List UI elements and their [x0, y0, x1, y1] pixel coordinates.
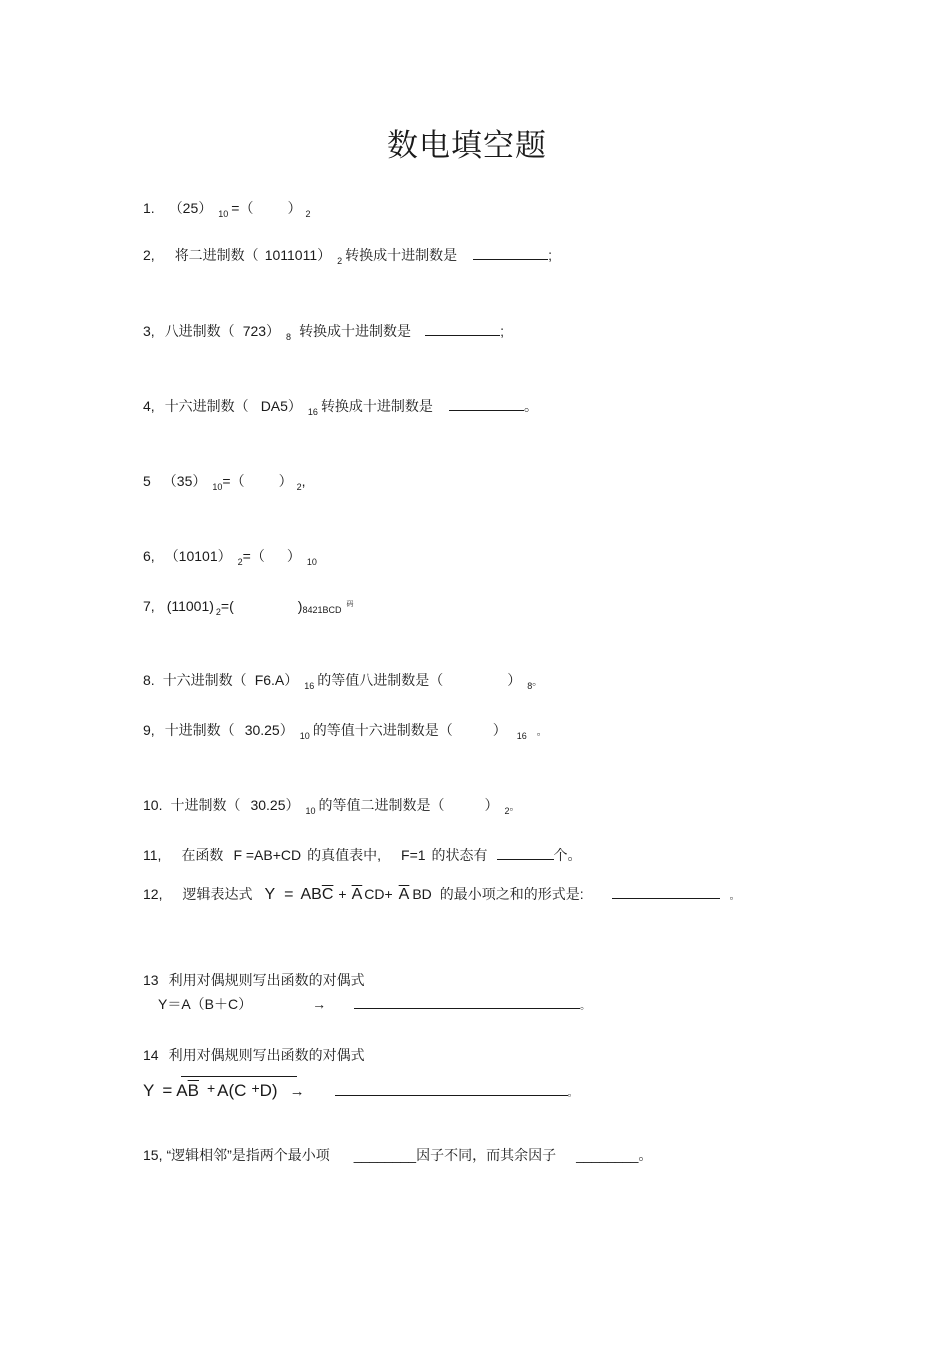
question-3 [143, 321, 504, 343]
q-text: 30.25） [244, 722, 294, 738]
q-text: 在函数 [181, 847, 224, 863]
question-4 [143, 396, 538, 418]
q-number: 9, [143, 722, 155, 738]
q-text: 十六进制数（ [164, 398, 249, 414]
question-5 [143, 471, 305, 493]
subscript: 16 [516, 731, 527, 741]
q-text: ; [500, 323, 504, 339]
subscript: 8 [527, 681, 533, 691]
answer-blank[interactable]: ________ [576, 1147, 639, 1163]
math-term-negated: $\overline{A}$ [351, 886, 363, 903]
q-text: 。 [729, 891, 740, 902]
q-number: 2, [143, 247, 155, 263]
math-symbol: Y [143, 1081, 155, 1100]
q-text: 十进制数（ [164, 722, 235, 738]
subscript: 2 [504, 806, 510, 816]
q-text: 八进制数（ [164, 323, 235, 339]
q-text: （35） [162, 473, 207, 489]
q-number: 5 [143, 473, 151, 489]
math-expression: Y＝A（B＋C） [158, 996, 253, 1012]
q-text: ） [278, 473, 293, 489]
question-2 [143, 245, 552, 267]
q-text: , [301, 473, 306, 489]
q-number: 13 [143, 972, 159, 988]
answer-blank[interactable] [425, 321, 500, 336]
q-text: 的状态有 [431, 847, 488, 863]
q-text: =( [220, 598, 234, 614]
question-14 [143, 1045, 365, 1065]
q-text: =（ [242, 548, 265, 564]
question-15 [143, 1145, 652, 1165]
question-12 [143, 884, 740, 907]
page-title: 数电填空题 [387, 128, 547, 164]
q-text: 十六进制数（ [162, 672, 247, 688]
answer-blank[interactable] [449, 396, 524, 411]
question-13 [143, 970, 365, 990]
math-symbol: = [284, 886, 294, 903]
q-number: 7, [143, 598, 155, 614]
q-text: 。 [523, 398, 538, 414]
q-text: F =AB+CD [233, 847, 302, 863]
math-symbol: = [162, 1081, 173, 1100]
question-10 [143, 795, 520, 818]
math-term: CD+ [364, 886, 393, 902]
math-term: A [176, 1081, 188, 1100]
q-text: ; [548, 247, 553, 263]
math-term: AB [300, 886, 322, 903]
subscript: 2 [237, 557, 243, 567]
answer-blank[interactable] [335, 1081, 568, 1096]
question-6 [143, 546, 317, 568]
q-text: 因子不同，而其余因子 [416, 1147, 557, 1163]
answer-blank[interactable] [497, 845, 554, 860]
q-text: 转换成十进制数是 [320, 398, 433, 414]
subscript: 8421BCD [302, 605, 342, 615]
q-text: ） [286, 548, 301, 564]
q-number: 15, [143, 1147, 163, 1163]
q-text: 的等值十六进制数是（ [312, 722, 453, 738]
q-text: 转换成十进制数是 [299, 323, 412, 339]
q-text: 逻辑表达式 [182, 886, 253, 902]
subscript: 10 [218, 209, 229, 219]
question-11 [143, 845, 582, 865]
q-text: 。 [638, 1147, 653, 1163]
q-text: 。 [532, 677, 543, 688]
subscript: 10 [212, 482, 223, 492]
q-text: 转换成十进制数是 [345, 247, 458, 263]
arrow-icon: → [289, 1083, 305, 1100]
q-number: 3, [143, 323, 155, 339]
question-14-expression [143, 1081, 578, 1101]
subscript: 2 [305, 209, 311, 219]
question-13-expression [158, 994, 590, 1017]
q-text: 将二进制数（ [174, 247, 259, 263]
math-symbol: + [206, 1080, 216, 1096]
math-term-negated: $\overline{B}$ [187, 1081, 199, 1100]
q-text: ） [287, 200, 302, 216]
q-text: F6.A） [254, 672, 299, 688]
answer-blank[interactable] [354, 994, 580, 1009]
math-term: BD [412, 886, 432, 902]
question-9 [143, 720, 547, 743]
q-text: 利用对偶规则写出函数的对偶式 [168, 972, 365, 988]
q-text: 的等值二进制数是（ [318, 797, 445, 813]
subscript: 10 [305, 806, 316, 816]
subscript: 2 [337, 256, 343, 266]
q-text: (11001) [166, 598, 214, 614]
arrow-icon: → [312, 996, 327, 1012]
q-text: 利用对偶规则写出函数的对偶式 [168, 1047, 365, 1063]
q-text: =（ [231, 200, 254, 216]
subscript: 2 [215, 607, 221, 617]
subscript: 10 [306, 557, 317, 567]
q-text: 的等值八进制数是（ [317, 672, 444, 688]
q-text: 。 [580, 1001, 591, 1012]
q-text: F=1 [401, 847, 426, 863]
q-text: 30.25） [250, 797, 300, 813]
q-text: ） [507, 672, 522, 688]
q-text: 。 [536, 727, 547, 738]
q-text: =（ [222, 473, 245, 489]
q-text: 的最小项之和的形式是: [439, 886, 584, 902]
question-7 [143, 596, 353, 620]
q-text: ） [492, 722, 507, 738]
answer-blank[interactable]: ________ [353, 1147, 417, 1163]
math-symbol: Y [264, 886, 276, 903]
q-number: 1. [143, 200, 155, 216]
question-1 [143, 198, 310, 220]
q-text: “逻辑相邻”是指两个最小项 [166, 1147, 330, 1163]
subscript: 10 [299, 731, 310, 741]
q-text: （25） [168, 200, 213, 216]
math-term-negated: $\overline{A}$ [398, 886, 410, 903]
q-text: ） [484, 797, 499, 813]
negation-overline [181, 1076, 297, 1077]
q-number: 12, [143, 886, 163, 902]
q-text: 个。 [553, 847, 582, 863]
answer-blank[interactable] [473, 245, 548, 260]
answer-blank[interactable] [612, 884, 720, 899]
superscript: 码 [346, 601, 354, 608]
q-text: ) [297, 598, 303, 614]
math-term: D) [259, 1081, 278, 1100]
math-term: A(C [217, 1081, 247, 1100]
q-number: 14 [143, 1047, 159, 1063]
question-8 [143, 670, 542, 693]
subscript: 2 [296, 482, 302, 492]
subscript: 8 [286, 332, 292, 342]
q-number: 8. [143, 672, 155, 688]
q-number: 10. [143, 797, 163, 813]
q-text: 十进制数（ [170, 797, 241, 813]
q-text: 。 [509, 802, 520, 813]
q-text: 。 [567, 1088, 578, 1099]
q-number: 4, [143, 398, 155, 414]
subscript: 16 [304, 681, 315, 691]
q-text: 的真值表中, [307, 847, 382, 863]
q-number: 6, [143, 548, 155, 564]
q-text: （10101） [164, 548, 232, 564]
q-text: 723） [242, 323, 281, 339]
q-text: DA5） [260, 398, 302, 414]
math-term-negated: $\overline{C}$ [321, 886, 334, 903]
q-text: 1011011） [264, 247, 332, 263]
math-symbol: + [338, 886, 347, 902]
q-number: 11, [143, 847, 162, 863]
math-symbol: + [251, 1080, 260, 1096]
subscript: 16 [307, 407, 318, 417]
